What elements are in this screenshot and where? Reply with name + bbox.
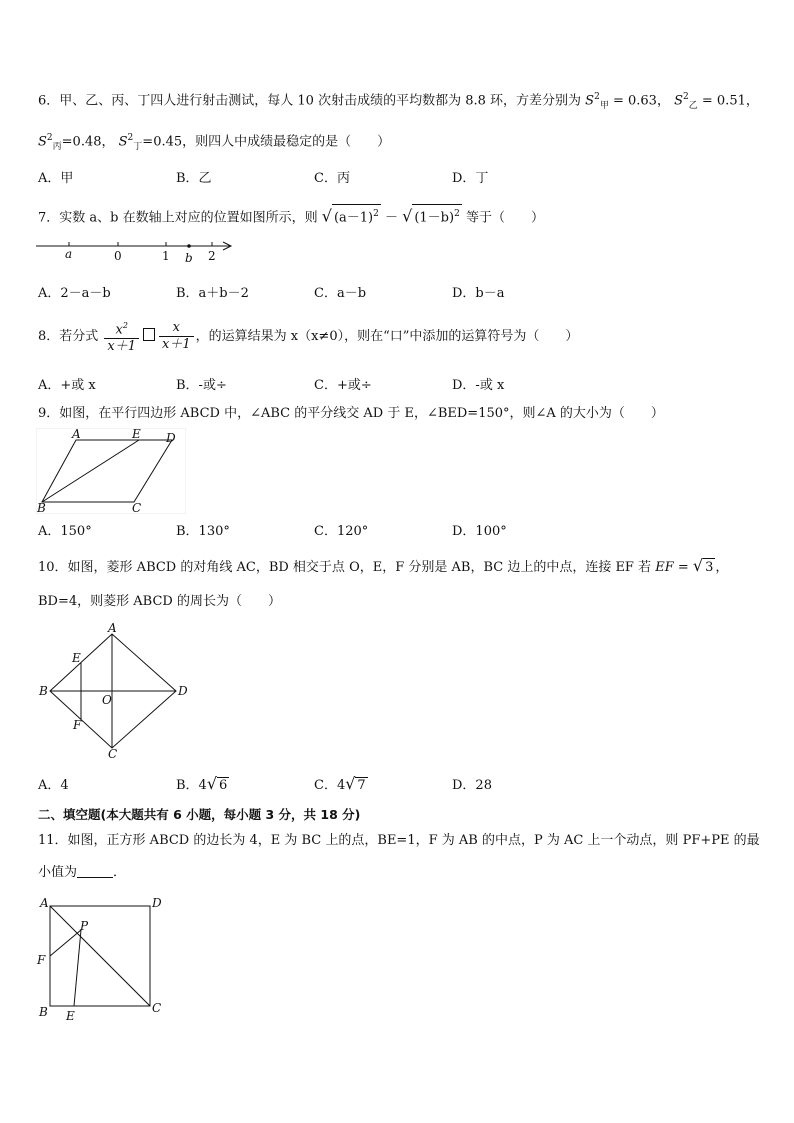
- label-D: D: [166, 431, 176, 445]
- label-C: C: [152, 1001, 162, 1015]
- label-C: C: [132, 501, 142, 514]
- q6-option-b[interactable]: B．乙: [176, 171, 212, 186]
- axis-label-0: 0: [114, 249, 122, 263]
- label-D: D: [152, 896, 162, 910]
- q11-line1: 11．如图，正方形 ABCD 的边长为 4，E 为 BC 上的点，BE=1，F 为 AB 的中点，P 为 AC 上一个动点，则 PF+PE 的最: [38, 833, 760, 848]
- label-E: E: [72, 651, 81, 665]
- q6-option-a[interactable]: A．甲: [38, 171, 74, 186]
- operator-box: [143, 328, 155, 341]
- label-F: F: [37, 953, 46, 967]
- q10-options: [38, 774, 758, 792]
- answer-blank[interactable]: [77, 865, 113, 878]
- rhombus-figure: [36, 622, 196, 760]
- square-figure: [34, 894, 170, 1026]
- label-P: P: [80, 919, 89, 933]
- q8-option-d[interactable]: D．-或 x: [452, 378, 505, 393]
- axis-label-b: b: [185, 251, 193, 265]
- variance-ding: =0.45: [142, 134, 183, 150]
- q11-line2: 小值为 ．: [38, 865, 127, 880]
- q9-option-a[interactable]: A．150°: [38, 524, 92, 539]
- q6-line2: $S^2_丙=0.48$， $S^2_丁=0.45$，则四人中成绩最稳定的是（ ）: [38, 133, 391, 152]
- q9-option-b[interactable]: B．130°: [176, 524, 230, 539]
- q10-option-b[interactable]: B．4√ 6: [176, 774, 228, 793]
- q8-line: 8．若分式 $\frac{x^2}{x+1}$ $\frac{x}{x+1}$ ，的运算结果为 x（x≠0），则在“口”中添加的运算符号为（ ）: [38, 318, 578, 355]
- q10-option-c[interactable]: C．4√ 7: [314, 774, 366, 793]
- variance-bing: =0.48: [61, 134, 102, 150]
- q10-option-a[interactable]: A．4: [38, 778, 69, 793]
- q7-option-c[interactable]: C．a－b: [314, 286, 367, 301]
- q6-text: 6．甲、乙、丙、丁四人进行射击测试，每人 10 次射击成绩的平均数都为 8.8 环，方差分别为: [38, 93, 582, 109]
- q6-options: [38, 167, 758, 185]
- q10-line1: 10．如图，菱形 ABCD 的对角线 AC，BD 相交于点 O，E，F 分别是 AB，BC 边上的中点，连接 EF 若 EF = √ 3 ，: [38, 556, 729, 575]
- fraction-2: $\frac{x}{x+1}$: [159, 320, 194, 353]
- q7-option-b[interactable]: B．a＋b－2: [176, 286, 249, 301]
- q10-line2: BD=4，则菱形 ABCD 的周长为（ ）: [38, 594, 281, 609]
- q10-option-d[interactable]: D．28: [452, 778, 492, 793]
- q9-option-d[interactable]: D．100°: [452, 524, 507, 539]
- q9-options: [38, 520, 758, 538]
- q8-option-b[interactable]: B．-或÷: [176, 378, 227, 393]
- q6-line1: 6．甲、乙、丙、丁四人进行射击测试，每人 10 次射击成绩的平均数都为 8.8 环，方差分别为 $S^2_甲 = 0.63$， $S^2_乙 = 0.51$，: [38, 92, 759, 111]
- label-E: E: [132, 428, 141, 441]
- q6-option-c[interactable]: C．丙: [314, 171, 350, 186]
- label-B: B: [39, 684, 48, 698]
- label-F: F: [73, 718, 82, 732]
- q8-option-c[interactable]: C．+或÷: [314, 378, 372, 393]
- q8-option-a[interactable]: A．+或 x: [38, 378, 96, 393]
- label-A: A: [72, 428, 81, 441]
- q7-option-d[interactable]: D．b－a: [452, 286, 505, 301]
- q6-option-d[interactable]: D．丁: [452, 171, 489, 186]
- axis-label-2: 2: [208, 249, 216, 263]
- label-O: O: [102, 693, 112, 707]
- q8-options: [38, 374, 758, 392]
- label-C: C: [108, 747, 118, 760]
- label-A: A: [108, 622, 117, 635]
- label-B: B: [39, 1005, 48, 1019]
- q7-line: 7．实数 a、b 在数轴上对应的位置如图所示，则 √ $(a-1)^2$ － √ $(1-b)^2$ 等于（ ）: [38, 204, 544, 227]
- q9-option-c[interactable]: C．120°: [314, 524, 369, 539]
- section-title: 二、填空题(本大题共有 6 小题，每小题 3 分，共 18 分): [38, 807, 361, 822]
- q9-text: 9．如图，在平行四边形 ABCD 中，∠ABC 的平分线交 AD 于 E，∠BED=150°，则∠A 的大小为（ ）: [38, 406, 664, 421]
- q7-options: [38, 282, 758, 300]
- variance-jia: = 0.63: [612, 93, 657, 109]
- fraction-1: $\frac{x^2}{x+1}$: [104, 318, 139, 355]
- label-B: B: [37, 501, 46, 514]
- label-D: D: [178, 684, 188, 698]
- label-E: E: [66, 1009, 75, 1023]
- parallelogram-figure: [36, 428, 186, 514]
- axis-label-a: a: [65, 247, 73, 261]
- label-A: A: [40, 896, 49, 910]
- q7-option-a[interactable]: A．2－a－b: [38, 286, 111, 301]
- axis-label-1: 1: [162, 249, 170, 263]
- variance-yi: = 0.51: [701, 93, 746, 109]
- number-line-figure: [34, 236, 234, 266]
